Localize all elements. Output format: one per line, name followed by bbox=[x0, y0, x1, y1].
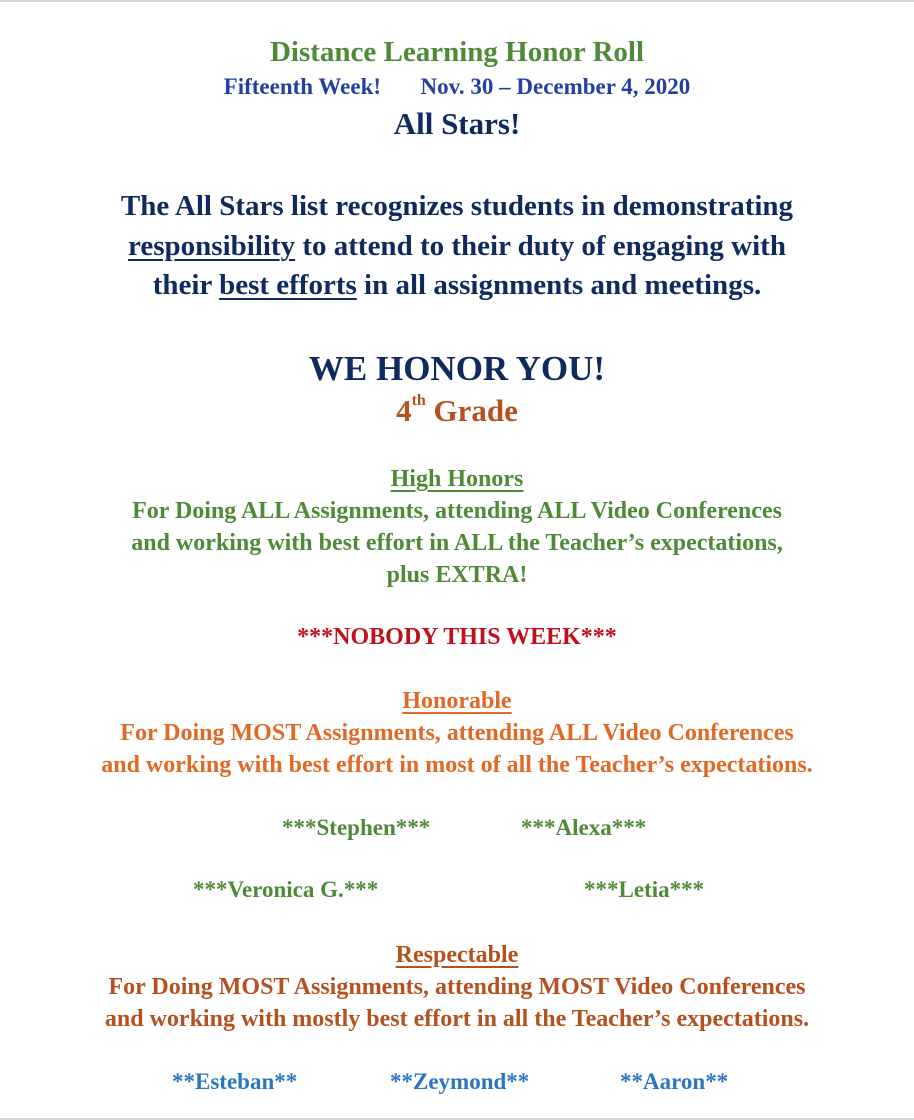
intro-line-3-rest: in all assignments and meetings. bbox=[356, 269, 762, 301]
high-honors-desc-1: For Doing ALL Assignments, attending ALL Video Conferences bbox=[132, 498, 782, 524]
intro-line-3-start: their bbox=[152, 269, 220, 301]
grade-number: 4 bbox=[396, 393, 412, 428]
date-range: Nov. 30 – December 4, 2020 bbox=[420, 74, 691, 99]
week-label: Fifteenth Week! bbox=[223, 74, 382, 99]
grade-suffix: th bbox=[411, 392, 426, 409]
respectable-desc-1: For Doing MOST Assignments, attending MOST Video Conferences bbox=[108, 974, 806, 1000]
respectable-title bbox=[0, 943, 914, 967]
intro-responsibility: responsibility bbox=[128, 230, 296, 262]
honorable-name: ***Letia*** bbox=[584, 877, 705, 902]
honorable-name: ***Alexa*** bbox=[521, 815, 647, 840]
respectable-title-text: Respectable bbox=[395, 942, 519, 968]
honor-heading: WE HONOR YOU! bbox=[308, 349, 606, 388]
respectable-name: **Esteban** bbox=[172, 1069, 298, 1094]
respectable-name: **Zeymond** bbox=[390, 1069, 530, 1094]
honorable-name: ***Stephen*** bbox=[282, 815, 431, 840]
high-honors-desc-3: plus EXTRA! bbox=[386, 562, 528, 588]
high-honors-title bbox=[0, 467, 914, 491]
high-honors-desc-2: and working with best effort in ALL the Teacher’s expectations, bbox=[131, 530, 783, 556]
intro-best-efforts: best efforts bbox=[219, 269, 357, 301]
respectable-name: **Aaron** bbox=[620, 1069, 729, 1094]
grade-heading bbox=[0, 392, 914, 428]
intro-line-2-rest: to attend to their duty of engaging with bbox=[295, 230, 786, 262]
high-honors-nobody: ***NOBODY THIS WEEK*** bbox=[297, 624, 617, 650]
subtitle: All Stars! bbox=[393, 106, 521, 141]
honorable-desc-1: For Doing MOST Assignments, attending ALL Video Conferences bbox=[120, 720, 794, 746]
honorable-desc-2: and working with best effort in most of all the Teacher’s expectations. bbox=[101, 752, 813, 778]
respectable-desc-2: and working with mostly best effort in all the Teacher’s expectations. bbox=[104, 1006, 810, 1032]
honorable-title-text: Honorable bbox=[402, 688, 512, 714]
document-title: Distance Learning Honor Roll bbox=[269, 36, 645, 68]
grade-word: Grade bbox=[425, 393, 518, 428]
intro-line-3 bbox=[0, 271, 914, 300]
honorable-title bbox=[0, 689, 914, 713]
high-honors-title-text: High Honors bbox=[390, 466, 524, 492]
intro-line-2 bbox=[0, 232, 914, 261]
week-line bbox=[0, 75, 914, 98]
intro-line-1: The All Stars list recognizes students in demonstrating bbox=[120, 190, 794, 222]
honorable-name: ***Veronica G.*** bbox=[193, 877, 379, 902]
